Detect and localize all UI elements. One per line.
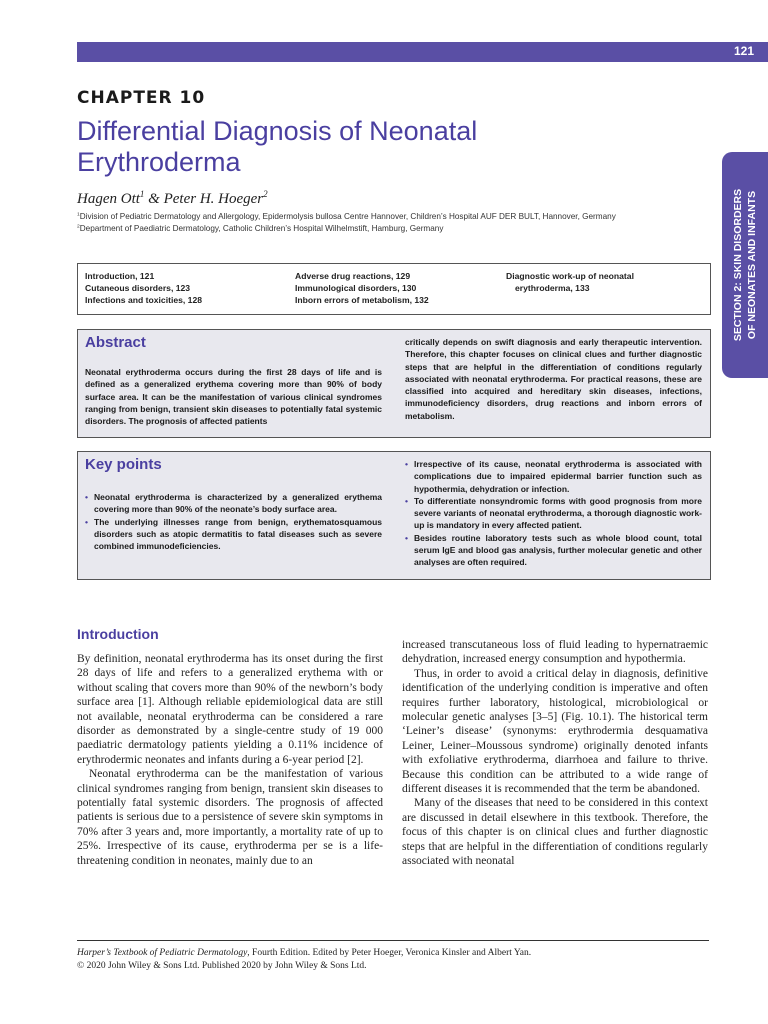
key-points-box — [77, 451, 711, 580]
toc-entry: Cutaneous disorders, 123 — [85, 283, 191, 293]
body-column-2 — [402, 638, 708, 869]
toc-column-1 — [85, 270, 202, 306]
affiliation-1 — [77, 212, 616, 221]
affiliation-1-sup: 1 — [77, 212, 80, 218]
toc-entry: erythroderma, 133 — [515, 283, 590, 293]
toc-entry: Diagnostic work-up of neonatal — [506, 271, 634, 281]
affiliation-2-sup: 2 — [77, 224, 80, 230]
footer-rule — [77, 940, 709, 941]
footer-copyright: © 2020 John Wiley & Sons Ltd. Published 2020 by John Wiley & Sons Ltd. — [77, 961, 367, 971]
toc-entry: Introduction, 121 — [85, 271, 155, 281]
book-title: Harper’s Textbook of Pediatric Dermatology — [77, 948, 248, 958]
key-points-column-2 — [405, 458, 702, 569]
side-tab-line-1: SECTION 2: SKIN DISORDERS — [732, 188, 744, 342]
page-header-bar — [77, 42, 768, 62]
abstract-heading: Abstract — [85, 334, 146, 351]
toc-entry: Infections and toxicities, 128 — [85, 295, 203, 305]
author-2: Peter H. Hoeger — [163, 191, 264, 207]
affiliation-2 — [77, 224, 443, 233]
body-paragraph: Many of the diseases that need to be considered in this context are discussed in detail elsewhere in this textbook. Therefore, the focus of this chapter is on clinical clues and further diagnostic steps that are helpful in the differentiation of conditions regularly associated with neonatal — [402, 797, 708, 868]
toc-entry: Inborn errors of metabolism, 132 — [295, 295, 429, 305]
abstract-column-1: Neonatal erythroderma occurs during the first 28 days of life and is defined as a generalized erythema covering more than 90% of body surface area. It can be the manifestation of various clinical syndromes ranging from benign, transient skin diseases to potentially fatal systemic disorders. The prognosis of affected patients — [85, 367, 382, 427]
affiliation-1-text: Division of Pediatric Dermatology and Allergology, Epidermolysis bullosa Centre Hannover, Children’s Hospital AUF DER BULT, Hannover, Germany — [79, 212, 616, 221]
key-point-item: • Irrespective of its cause, neonatal erythroderma is associated with complications due to impaired epidermal barrier function such as hypothermia, dehydration or infection. — [414, 458, 702, 495]
footer-citation-line-1 — [77, 948, 531, 958]
section-side-tab-text — [731, 189, 759, 341]
author-1: Hagen Ott — [77, 191, 140, 207]
key-point-item: • The underlying illnesses range from benign, erythematosquamous disorders such as atopic dermatitis to fatal diseases such as severe combined immunodeficiencies. — [94, 516, 382, 553]
body-paragraph: Neonatal erythroderma can be the manifestation of various clinical syndromes ranging from benign, transient skin diseases to potentially fatal systemic disorders. The prognosis of affected patients is serious due to a persistence of severe skin symptoms in 70% after 3 years and, more importantly, a mortality rate of up to 25%. Irrespective of its cause, erythroderma per se is a life-threatening condition in neonates, mainly due to an — [77, 768, 383, 867]
title-line-2: Erythroderma — [77, 147, 241, 177]
key-points-heading: Key points — [85, 456, 162, 473]
page-number: 121 — [733, 44, 754, 58]
title-line-1: Differential Diagnosis of Neonatal — [77, 116, 478, 146]
toc-column-2 — [295, 270, 429, 306]
author-2-sup: 2 — [263, 189, 268, 199]
body-paragraph: Thus, in order to avoid a critical delay in diagnosis, definitive identification of the underlying condition is imperative and often requires further laboratory, histological, microbiological or molecular genetic analyses [3–5] (Fig. 10.1). The historical term ‘Leiner’s disease’ (synonyms: erythrodermia desquamativa Leiner, Leiner–Moussous syndrome) originally denoted infants with exfoliative erythroderma, diarrhoea and failure to thrive. Because this condition can be attributed to a wide range of different diseases it is recommended that the term be abandoned. — [402, 667, 708, 796]
key-point-item: • Neonatal erythroderma is characterized by a generalized erythema covering more than 90% of the neonate’s body surface area. — [94, 491, 382, 516]
introduction-heading: Introduction — [77, 626, 159, 642]
footer-edition-text: , Fourth Edition. Edited by Peter Hoeger, Veronica Kinsler and Albert Yan. — [247, 948, 532, 958]
key-point-item: • Besides routine laboratory tests such as whole blood count, total serum IgE and blood gas analysis, further molecular genetic and other analyses are often required. — [414, 532, 702, 569]
toc-entry: Immunological disorders, 130 — [295, 283, 417, 293]
toc-column-3 — [506, 270, 634, 294]
key-points-column-1 — [85, 491, 382, 552]
body-paragraph: By definition, neonatal erythroderma has its onset during the first 28 days of life and refers to a generalized erythema with or without scaling that covers more than 90% of the newborn’s body surface area [1]. Although reliable epidemiological data are still not available, neonatal erythroderma can be considered a rare disorder as demonstrated by a single-centre study of 19 000 paediatric dermatology patients yielding a 0.11% incidence of erythrodermic neonates and infants during a 6-year period [2]. — [77, 653, 383, 766]
chapter-title — [77, 116, 677, 178]
body-paragraph: increased transcutaneous loss of fluid leading to hypernatraemic dehydration, increased energy consumption and hypothermia. — [402, 639, 708, 666]
chapter-contents-box — [77, 263, 711, 315]
section-side-tab — [722, 152, 768, 378]
author-1-sup: 1 — [139, 189, 145, 199]
abstract-box — [77, 329, 711, 438]
key-point-item: • To differentiate nonsyndromic forms with good prognosis from more severe variants of neonatal erythroderma, a thorough diagnostic work-up is mandatory in every affected patient. — [414, 495, 702, 532]
body-column-1 — [77, 652, 383, 868]
side-tab-line-2: OF NEONATES AND INFANTS — [746, 190, 758, 340]
author-separator: & — [144, 191, 164, 207]
authors — [77, 189, 268, 208]
abstract-column-2: critically depends on swift diagnosis and early therapeutic intervention. Therefore, this chapter focuses on clinical clues and further diagnostic steps that are helpful in the differentiation of conditions regularly associated with neonatal erythroderma. For practical reasons, these are classified into acquired and hereditary skin diseases, infections, immunodeficiency disorders, drug reactions and inborn errors of metabolism. — [405, 337, 702, 421]
chapter-label: CHAPTER 10 — [77, 88, 206, 108]
toc-entry: Adverse drug reactions, 129 — [295, 271, 411, 281]
affiliation-2-text: Department of Paediatric Dermatology, Catholic Children’s Hospital Wilhelmstift, Hamburg, Germany — [79, 224, 444, 233]
